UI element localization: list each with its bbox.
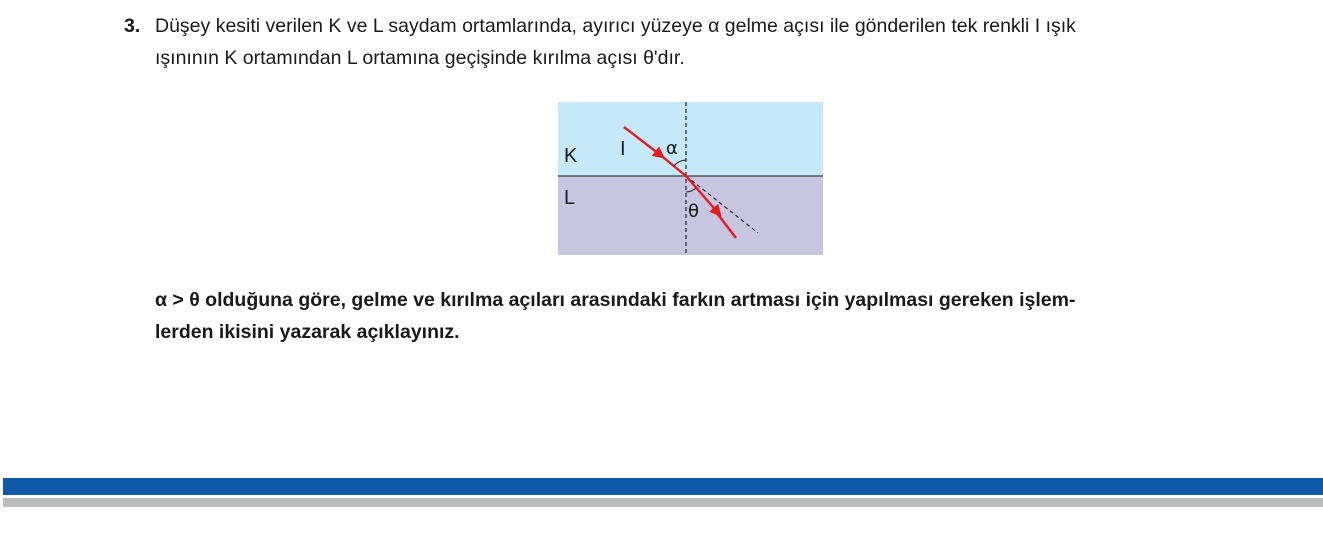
theta-label: θ xyxy=(688,201,700,222)
question-line-1 xyxy=(124,10,1244,42)
task-prompt-line-2: lerden ikisini yazarak açıklayınız. xyxy=(155,321,460,343)
medium-k-region xyxy=(558,102,823,176)
refraction-diagram-svg xyxy=(558,102,823,255)
alpha-label: α xyxy=(666,138,678,159)
question-line-1-text: Düşey kesiti verilen K ve L saydam ortamlarında, ayırıcı yüzeye α gelme açısı ile gönderilen tek renkli I ışık xyxy=(155,15,1076,37)
question-text xyxy=(124,10,1244,74)
medium-l-label: L xyxy=(564,187,576,209)
footer-gray-bar xyxy=(3,498,1323,507)
question-number: 3. xyxy=(124,15,141,37)
refraction-diagram xyxy=(558,102,823,255)
task-prompt-line-1: α > θ olduğuna göre, gelme ve kırılma açıları arasındaki farkın artması için yapılması gereken işlem- xyxy=(155,289,1076,311)
ray-label: I xyxy=(620,138,626,160)
footer-blue-bar xyxy=(3,478,1323,495)
task-prompt xyxy=(155,284,1215,348)
medium-k-label: K xyxy=(564,145,578,167)
question-line-2: ışınının K ortamından L ortamına geçişinde kırılma açısı θ'dır. xyxy=(155,47,685,69)
